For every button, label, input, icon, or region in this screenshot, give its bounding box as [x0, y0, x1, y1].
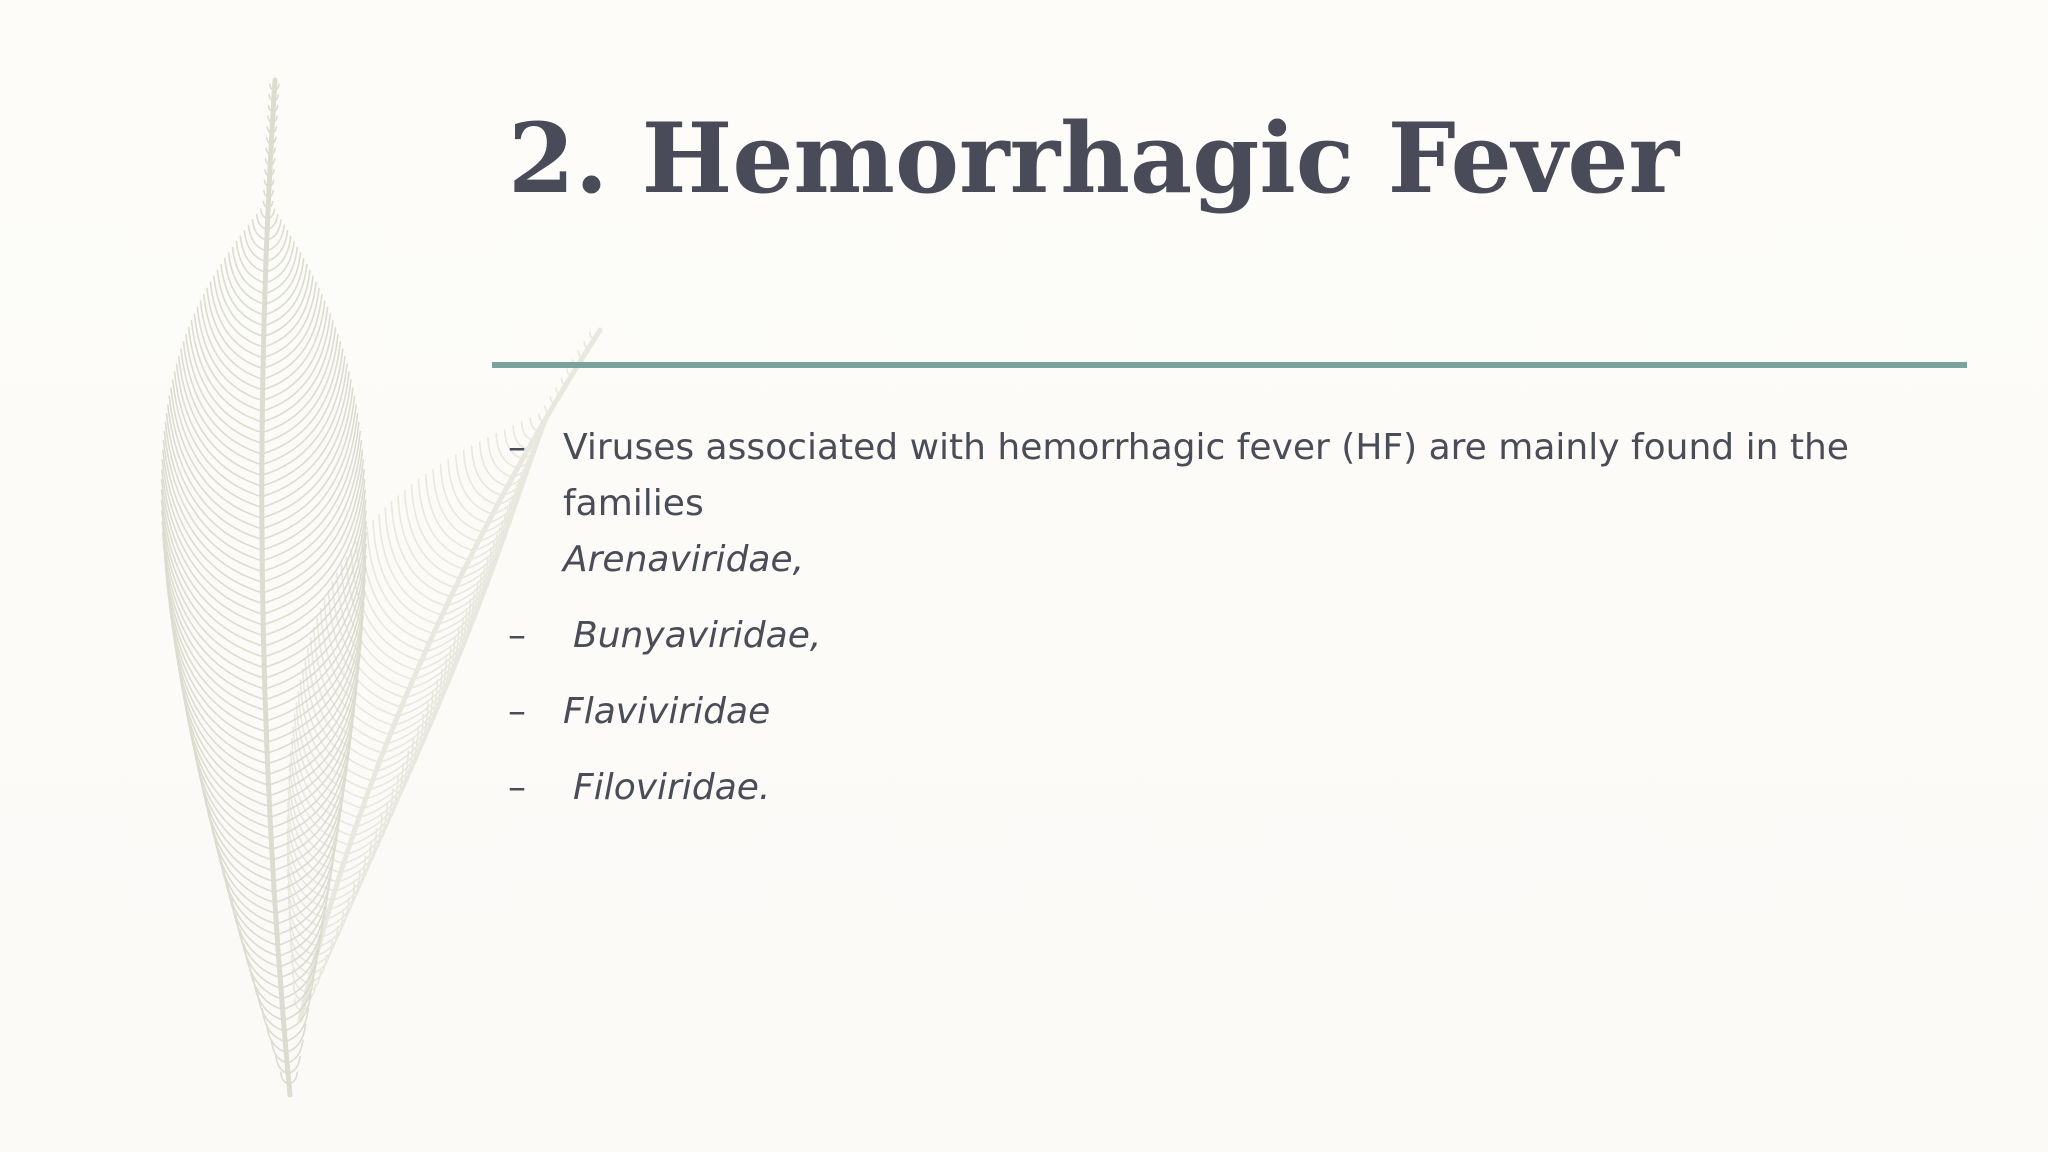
bullet-dash: –	[508, 691, 526, 732]
bullet-dash: –	[508, 615, 526, 656]
family-bunyaviridae: Bunyaviridae,	[573, 615, 822, 656]
title-divider	[492, 362, 1967, 368]
family-arenaviridae: Arenaviridae,	[563, 539, 805, 580]
bullet-dash: –	[508, 427, 526, 468]
family-filoviridae: Filoviridae.	[573, 767, 771, 808]
family-flaviviridae: Flaviviridae	[563, 691, 771, 732]
bullet-item-filoviridae	[508, 760, 1968, 816]
bullet-item-hf-families	[508, 420, 1968, 588]
bullet-list	[508, 420, 1968, 836]
bullet-item-bunyaviridae	[508, 608, 1968, 664]
slide-title: 2. Hemorrhagic Fever	[508, 102, 1680, 215]
bullet-item-flaviviridae	[508, 684, 1968, 740]
bullet-dash: –	[508, 767, 526, 808]
bullet-text: Viruses associated with hemorrhagic fever (HF) are mainly found in the families	[563, 427, 1849, 524]
